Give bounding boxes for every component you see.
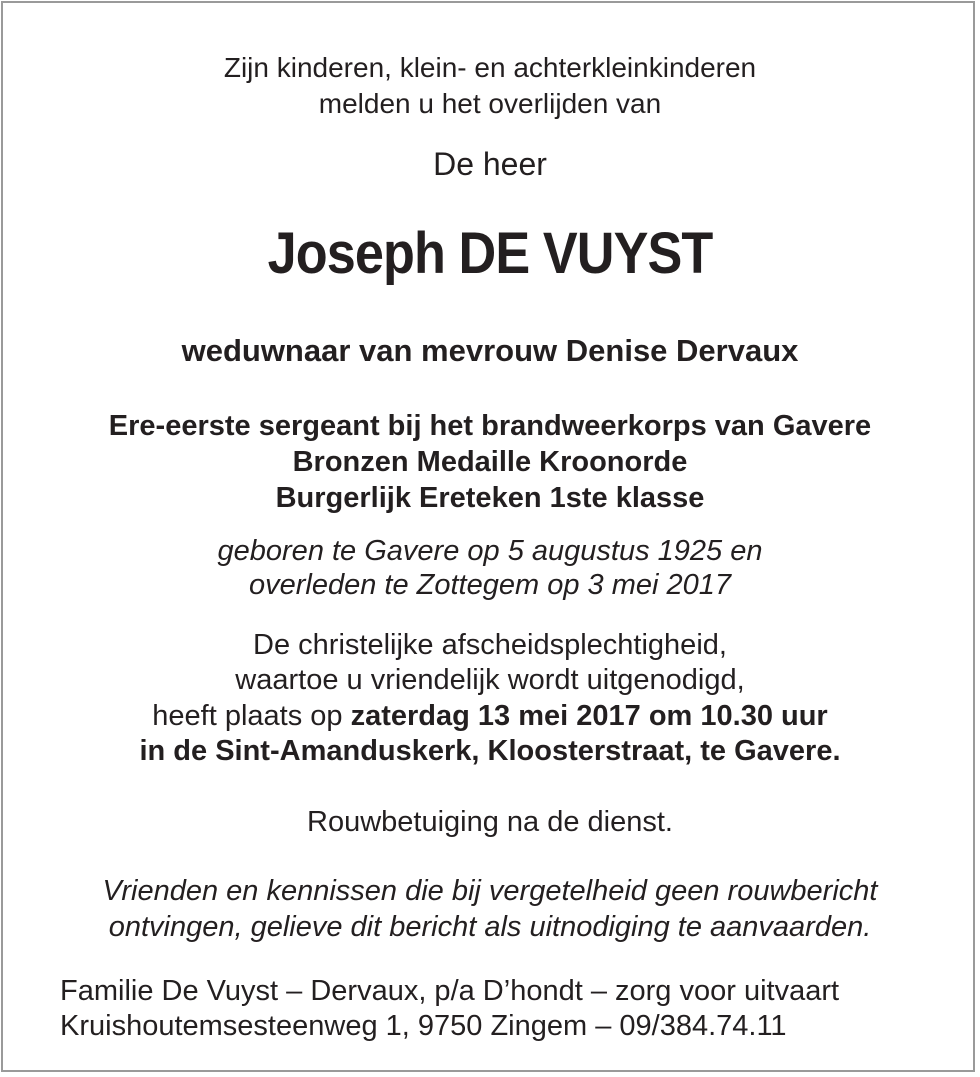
honor-line-1: Ere-eerste sergeant bij het brandweerkorps van Gavere: [108, 410, 872, 442]
honor-line-2: Bronzen Medaille Kroonorde: [292, 446, 688, 478]
honor-line-3: Burgerlijk Ereteken 1ste klasse: [275, 482, 705, 514]
ceremony-prefix: heeft plaats op: [152, 700, 351, 732]
contact-line-1: Familie De Vuyst – Dervaux, p/a D’hondt – zorg voor uitvaart: [60, 975, 840, 1007]
condolence-line: Rouwbetuiging na de dienst.: [307, 806, 673, 838]
spouse-line: weduwnaar van mevrouw Denise Dervaux: [181, 333, 799, 368]
ceremony-location: in de Sint-Amanduskerk, Kloosterstraat, te Gavere.: [139, 735, 841, 767]
ceremony-line-3: [0, 700, 980, 733]
death-line: overleden te Zottegem op 3 mei 2017: [248, 569, 732, 601]
ceremony-datetime: zaterdag 13 mei 2017 om 10.30 uur: [350, 700, 828, 732]
invite-line-2: ontvingen, gelieve dit bericht als uitnodiging te aanvaarden.: [108, 911, 872, 943]
deceased-name: Joseph DE VUYST: [267, 221, 713, 286]
birth-line: geboren te Gavere op 5 augustus 1925 en: [217, 535, 763, 567]
ceremony-line-2: waartoe u vriendelijk wordt uitgenodigd,: [235, 664, 745, 696]
intro-line-2: melden u het overlijden van: [318, 88, 662, 119]
invite-line-1: Vrienden en kennissen die bij vergetelheid geen rouwbericht: [102, 875, 878, 907]
ceremony-line-1: De christelijke afscheidsplechtigheid,: [253, 629, 727, 661]
intro-line-1: Zijn kinderen, klein- en achterkleinkinderen: [223, 52, 757, 83]
deceased-title: De heer: [433, 146, 547, 182]
contact-line-2: Kruishoutemsesteenweg 1, 9750 Zingem – 09/384.74.11: [60, 1010, 787, 1042]
